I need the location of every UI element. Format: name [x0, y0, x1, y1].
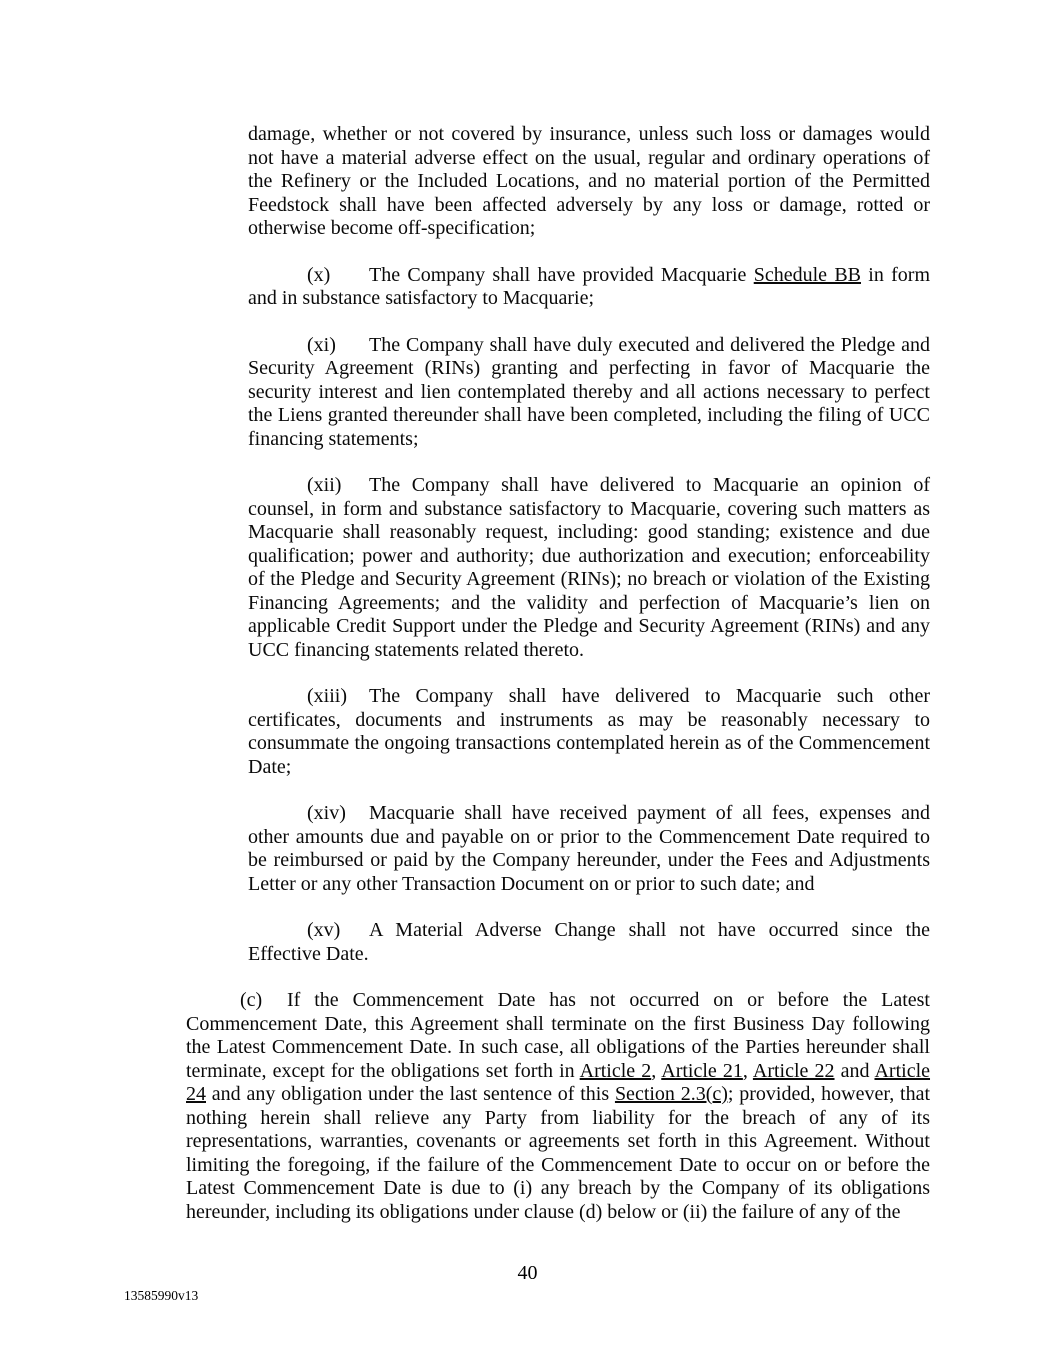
underlined-reference: Article 24 — [186, 1059, 931, 1105]
text-run: If the Commencement Date has not occurred on or before the Latest Commencement Date, this Agreement shall terminate on the first Business Day following the Latest Commencement Date. In such case, all obligations of the Parties hereunder shall terminate, except for the obligations set forth in — [186, 989, 930, 1082]
paragraph-label: (xv) — [307, 919, 341, 941]
text-run: and — [834, 1059, 875, 1082]
text-run: , — [742, 1059, 753, 1082]
paragraph-xiv — [248, 802, 930, 896]
paragraph-label: (xii) — [307, 474, 342, 496]
document-body — [124, 123, 930, 1224]
paragraph-xi — [248, 334, 930, 452]
underlined-reference: Article 22 — [752, 1059, 835, 1082]
underlined-reference: Section 2.3(c) — [614, 1083, 728, 1105]
text-run: ; provided, however, that nothing herein shall relieve any Party from liability for the breach of any of its representations, warranties, covenants or agreements set forth in this Agreement. Without limiting the foregoing, if the failure of the Commencement Date to occur on or before the Latest Commencement Date is due to (i) any breach by the Company of its obligations hereunder, including its obligations under clause (d) below or (ii) the failure of any of the — [186, 1083, 930, 1223]
underlined-reference: Article 21 — [661, 1059, 743, 1082]
paragraph-label: (xiv) — [307, 802, 346, 824]
paragraph-label: (x) — [307, 263, 331, 286]
paragraph-c — [186, 989, 930, 1224]
document-id-footer: 13585990v13 — [124, 1288, 199, 1303]
text-run: , — [651, 1059, 662, 1082]
underlined-reference: Article 2 — [579, 1059, 652, 1082]
text-run: damage, whether or not covered by insurance, unless such loss or damages would not have a material adverse effect on the usual, regular and ordinary operations of the Refinery or the Included Locations, and no material portion of the Permitted Feedstock shall have been affected adversely by any loss or damage, rotted or otherwise become off-specification; — [248, 123, 930, 239]
paragraph-x — [248, 264, 930, 311]
text-run: in form and in substance satisfactory to Macquarie; — [248, 263, 931, 309]
text-run: The Company shall have duly executed and delivered the Pledge and Security Agreement (RINs) granting and perfecting in favor of Macquarie the security interest and lien contemplated thereby and all actions necessary to perfect the Liens granted thereunder shall have been completed, including the filing of UCC financing statements; — [248, 333, 930, 450]
text-run: The Company shall have delivered to Macquarie such other certificates, documents and instruments as may be reasonably necessary to consummate the ongoing transactions contemplated herein as of the Commencement Date; — [248, 685, 930, 778]
paragraph-label: (c) — [240, 989, 263, 1011]
paragraph-label: (xiii) — [307, 685, 347, 707]
paragraph-xiii — [248, 685, 930, 779]
paragraph-label: (xi) — [307, 333, 336, 356]
text-run: Macquarie shall have received payment of all fees, expenses and other amounts due and payable on or prior to the Commencement Date required to be reimbursed or paid by the Company hereunder, under the Fees and Adjustments Letter or any other Transaction Document on or prior to such date; and — [248, 802, 930, 895]
paragraph-xv — [248, 919, 930, 966]
text-run: The Company shall have provided Macquarie — [369, 263, 754, 286]
underlined-reference: Schedule BB — [753, 263, 861, 286]
paragraph-continuation — [248, 123, 930, 241]
page-number: 40 — [517, 1262, 538, 1284]
paragraph-xii — [248, 474, 930, 662]
text-run: and any obligation under the last sentence of this — [206, 1083, 615, 1105]
text-run: A Material Adverse Change shall not have occurred since the Effective Date. — [248, 919, 930, 965]
text-run: The Company shall have delivered to Macquarie an opinion of counsel, in form and substance satisfactory to Macquarie, covering such matters as Macquarie shall reasonably request, including: good standing; existence and due qualification; power and authority; due authorization and execution; enforceability of the Pledge and Security Agreement (RINs); no breach or violation of the Existing Financing Agreements; and the validity and perfection of Macquarie’s lien on applicable Credit Support under the Pledge and Security Agreement (RINs) and any UCC financing statements related thereto. — [248, 474, 930, 661]
